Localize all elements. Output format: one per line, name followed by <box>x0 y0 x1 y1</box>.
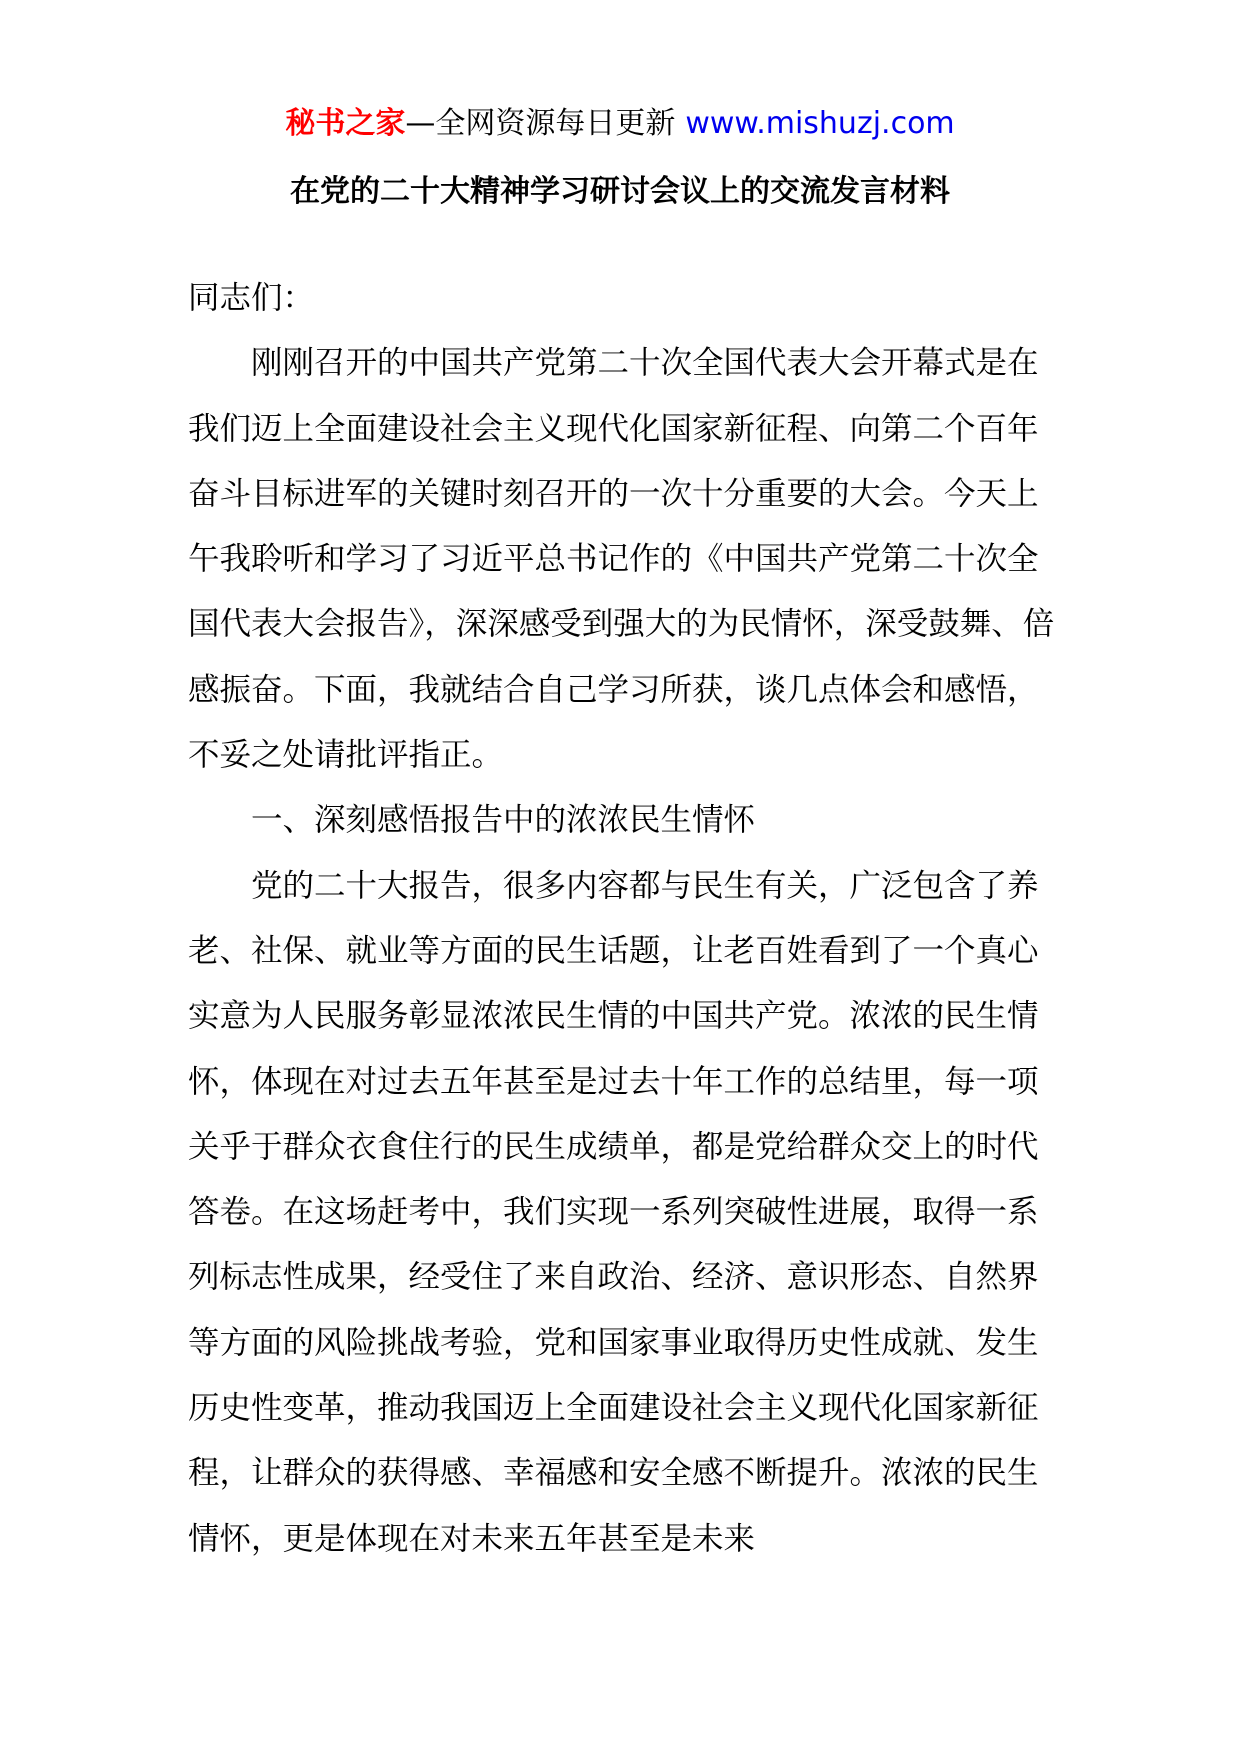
salutation: 同志们： <box>188 280 315 316</box>
site-link[interactable]: www.mishuzj.com <box>685 106 955 141</box>
document-title: 在党的二十大精神学习研讨会议上的交流发言材料 <box>290 174 950 209</box>
site-header <box>0 100 1240 148</box>
brand-name: 秘书之家 <box>285 106 406 141</box>
section-paragraph: 党的二十大报告，很多内容都与民生有关，广泛包含了养老、社保、就业等方面的民生话题，让老百姓看到了一个真心实意为人民服务彰显浓浓民生情的中国共产党。浓浓的民生情怀，体现在对过去五年甚至是过去十年工作的总结里，每一项关乎于群众衣食住行的民生成绩单，都是党给群众交上的时代答卷。在这场赶考中，我们实现一系列突破性进展，取得一系列标志性成果，经受住了来自政治、经济、意识形态、自然界等方面的风险挑战考验，党和国家事业取得历史性成就、发生历史性变革，推动我国迈上全面建设社会主义现代化国家新征程，让群众的获得感、幸福感和安全感不断提升。浓浓的民生情怀，更是体现在对未来五年甚至是未来 <box>188 867 1039 1557</box>
header-tagline: —全网资源每日更新 <box>405 106 676 141</box>
document-body <box>188 266 1068 1572</box>
section-heading: 一、深刻感悟报告中的浓浓民生情怀 <box>251 802 756 839</box>
intro-paragraph: 刚刚召开的中国共产党第二十次全国代表大会开幕式是在我们迈上全面建设社会主义现代化国家新征程、向第二个百年奋斗目标进军的关键时刻召开的一次十分重要的大会。今天上午我聆听和学习了习近平总书记作的《中国共产党第二十次全国代表大会报告》，深深感受到强大的为民情怀，深受鼓舞、倍感振奋。下面，我就结合自己学习所获，谈几点体会和感悟，不妥之处请批评指正。 <box>188 345 1055 774</box>
